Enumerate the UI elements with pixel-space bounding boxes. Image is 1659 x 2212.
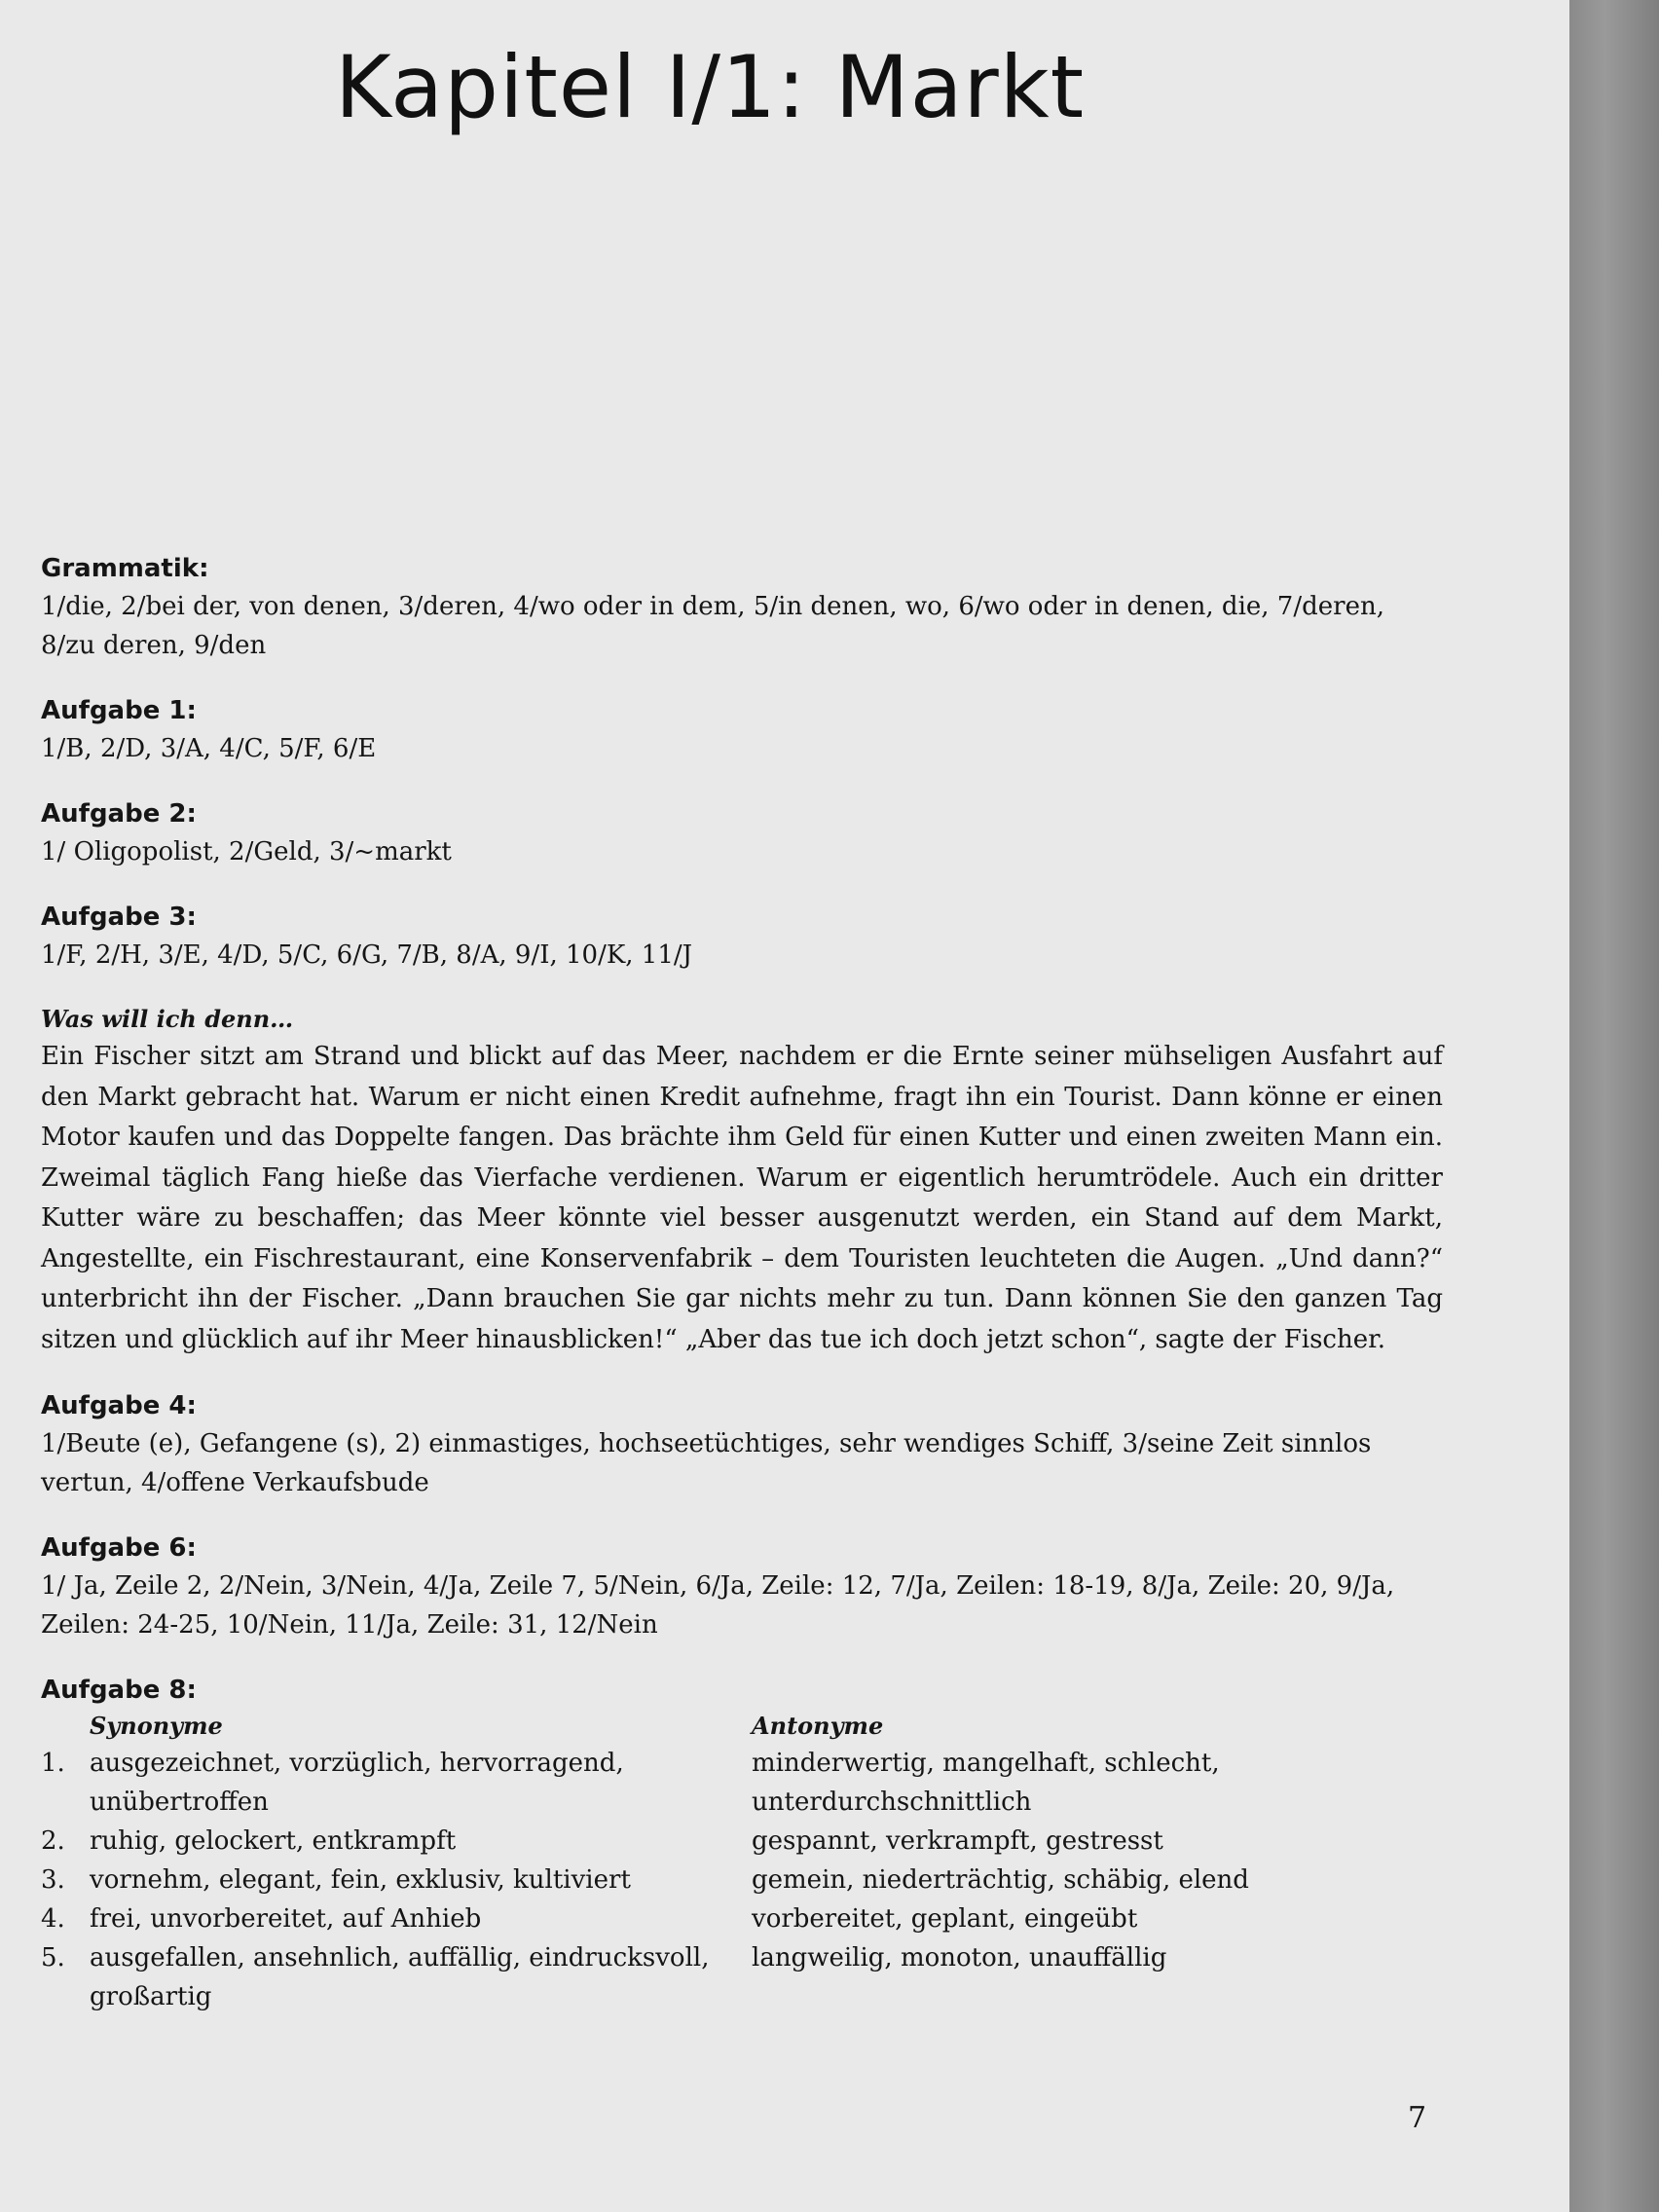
page-number: 7: [1408, 2101, 1427, 2135]
section-grammatik: [41, 550, 1443, 665]
table-row: [41, 1744, 1443, 1822]
section-aufgabe-1: [41, 692, 1443, 768]
page-title: Kapitel I/1: Markt: [335, 37, 1086, 137]
story-subtitle: Was will ich denn…: [41, 1005, 294, 1033]
row-number: 5.: [41, 1943, 65, 1972]
antonyms-cell: langweilig, monoton, unauffällig: [752, 1943, 1167, 1972]
row-number: 4.: [41, 1904, 65, 1934]
table-row: [41, 1822, 1443, 1861]
section-heading: Grammatik:: [41, 554, 209, 583]
synonyms-cell: vornehm, elegant, fein, exklusiv, kultiviert: [90, 1865, 631, 1895]
antonyms-cell: minderwertig, mangelhaft, schlecht, unterdurchschnittlich: [752, 1749, 1220, 1817]
section-heading: Aufgabe 4:: [41, 1391, 197, 1420]
antonyms-cell: gespannt, verkrampft, gestresst: [752, 1826, 1163, 1856]
section-text: 1/die, 2/bei der, von denen, 3/deren, 4/wo oder in dem, 5/in denen, wo, 6/wo oder in denen, die, 7/deren, 8/zu deren, 9/den: [41, 592, 1384, 660]
table-row: [41, 1861, 1443, 1899]
section-aufgabe-8: [41, 1672, 1443, 2016]
row-number: 2.: [41, 1826, 65, 1856]
section-text: 1/ Ja, Zeile 2, 2/Nein, 3/Nein, 4/Ja, Zeile 7, 5/Nein, 6/Ja, Zeile: 12, 7/Ja, Zeilen: 18-19, 8/Ja, Zeile: 20, 9/Ja, Zeilen: 24-25, 10/Nein, 11/Ja, Zeile: 31, 12/Nein: [41, 1571, 1395, 1640]
antonyms-cell: gemein, niederträchtig, schäbig, elend: [752, 1865, 1249, 1895]
synonym-antonym-table: [41, 1709, 1443, 2016]
synonyms-cell: frei, unvorbereitet, auf Anhieb: [90, 1904, 482, 1934]
section-aufgabe-3: [41, 899, 1443, 975]
column-header-synonyme: Synonyme: [90, 1712, 223, 1740]
section-aufgabe-6: [41, 1530, 1443, 1644]
section-heading: Aufgabe 2:: [41, 799, 197, 829]
section-text: 1/ Oligopolist, 2/Geld, 3/~markt: [41, 837, 452, 866]
section-text: 1/B, 2/D, 3/A, 4/C, 5/F, 6/E: [41, 734, 377, 763]
table-header-row: [41, 1709, 1443, 1744]
section-aufgabe-2: [41, 795, 1443, 871]
story-text: Ein Fischer sitzt am Strand und blickt auf das Meer, nachdem er die Ernte seiner mühseligen Ausfahrt auf den Markt gebracht hat. Warum er nicht einen Kredit aufnehme, fragt ihn ein Tourist. Dann könne er einen Motor kaufen und das Doppelte fangen. Das brächte ihm Geld für einen Kutter und einen zweiten Mann ein. Zweimal täglich Fang hieße das Vierfache verdienen. Warum er eigentlich herumtrödele. Auch ein dritter Kutter wäre zu beschaffen; das Meer könnte viel besser ausgenutzt werden, ein Stand auf dem Markt, Angestellte, ein Fischrestaurant, eine Konservenfabrik – dem Touristen leuchteten die Augen. „Und dann?“ unterbricht ihn der Fischer. „Dann brauchen Sie gar nichts mehr zu tun. Dann können Sie den ganzen Tag sitzen und glücklich auf ihr Meer hinausblicken!“ „Aber das tue ich doch jetzt schon“, sagte der Fischer.: [41, 1042, 1443, 1354]
story-section: [41, 1002, 1443, 1360]
table-row: [41, 1899, 1443, 1938]
column-header-antonyme: Antonyme: [752, 1712, 884, 1740]
row-number: 3.: [41, 1865, 65, 1895]
page-content: [41, 550, 1443, 2044]
antonyms-cell: vorbereitet, geplant, eingeübt: [752, 1904, 1138, 1934]
book-spine: [1569, 0, 1659, 2212]
section-aufgabe-4: [41, 1387, 1443, 1502]
row-number: 1.: [41, 1749, 65, 1778]
section-heading: Aufgabe 6:: [41, 1533, 197, 1563]
synonyms-cell: ausgefallen, ansehnlich, auffällig, eindrucksvoll, großartig: [90, 1943, 710, 2011]
section-text: 1/F, 2/H, 3/E, 4/D, 5/C, 6/G, 7/B, 8/A, 9/I, 10/K, 11/J: [41, 940, 693, 970]
section-text: 1/Beute (e), Gefangene (s), 2) einmastiges, hochseetüchtiges, sehr wendiges Schiff, 3/seine Zeit sinnlos vertun, 4/offene Verkaufsbude: [41, 1429, 1372, 1497]
table-row: [41, 1938, 1443, 2016]
section-heading: Aufgabe 8:: [41, 1676, 197, 1705]
synonyms-cell: ausgezeichnet, vorzüglich, hervorragend, unübertroffen: [90, 1749, 624, 1817]
section-heading: Aufgabe 3:: [41, 903, 197, 932]
section-heading: Aufgabe 1:: [41, 696, 197, 725]
synonyms-cell: ruhig, gelockert, entkrampft: [90, 1826, 457, 1856]
